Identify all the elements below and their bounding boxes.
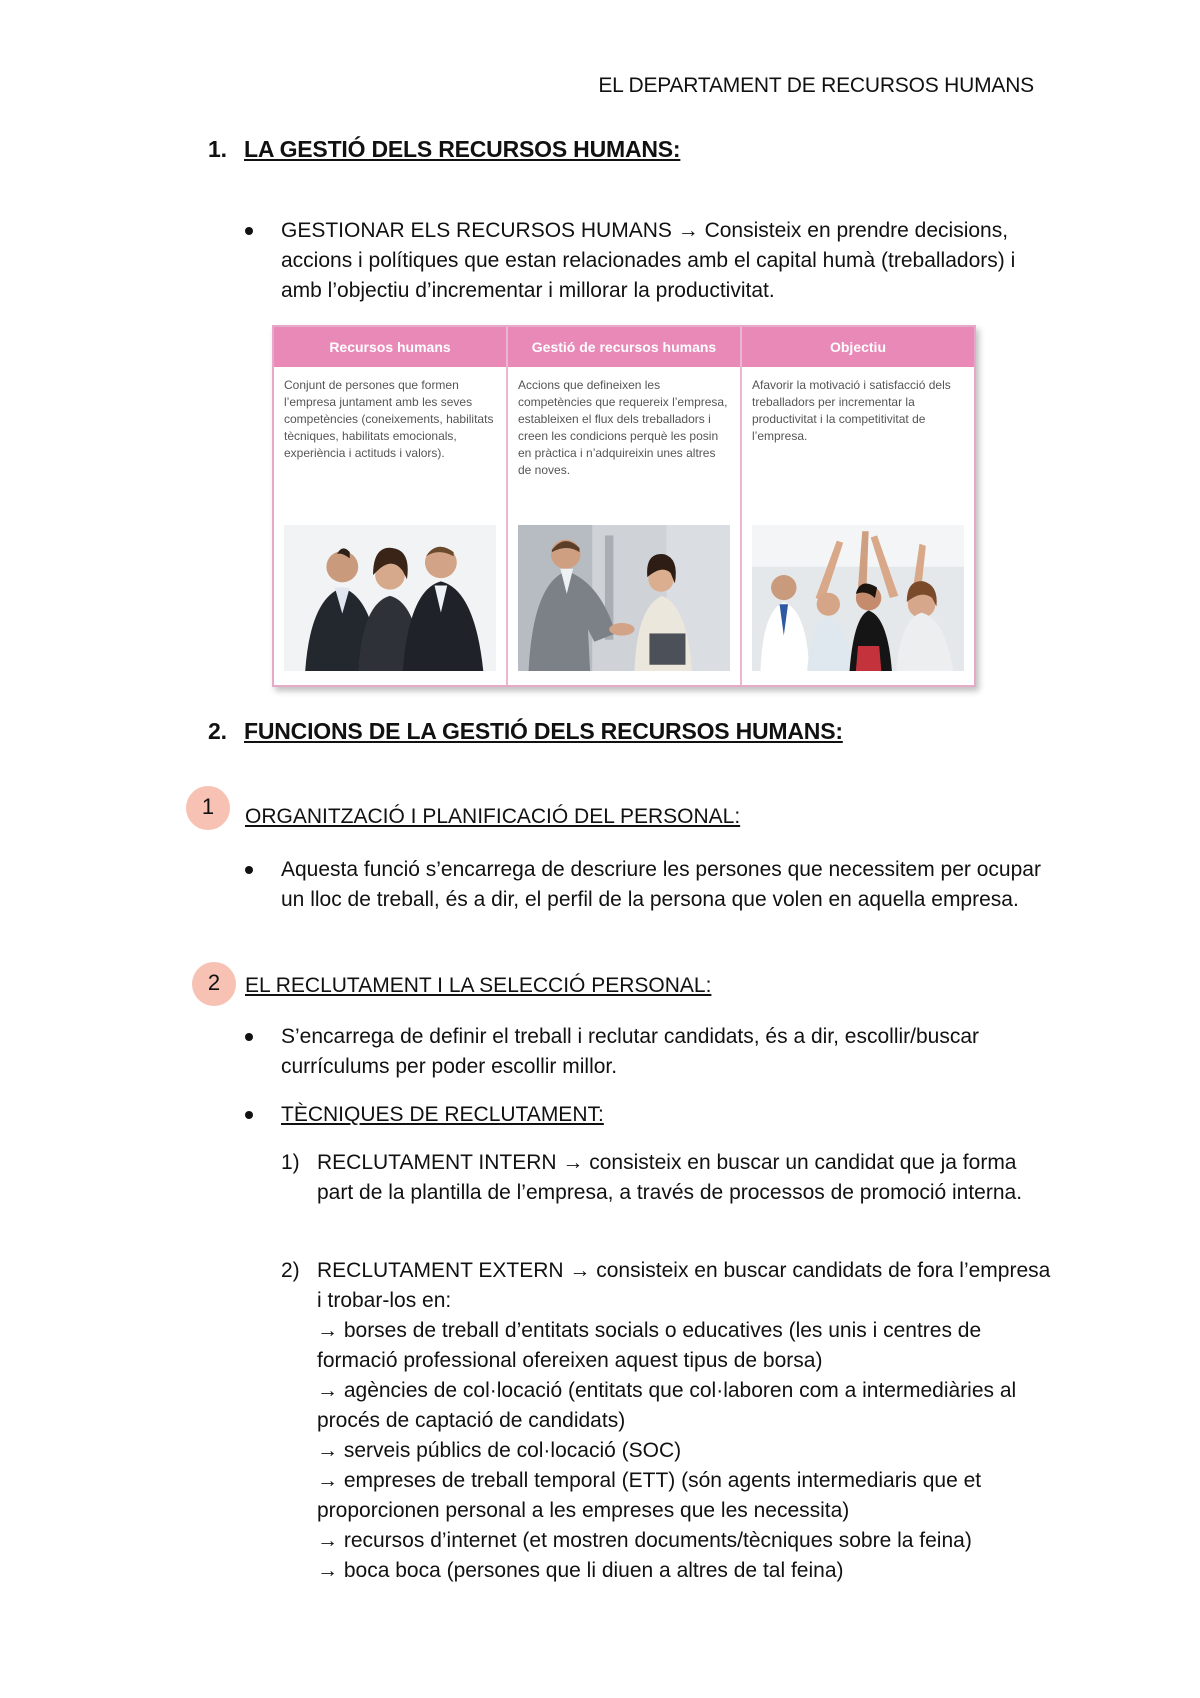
section-2-number: 2. [208, 718, 227, 744]
figure-column-hr-management [508, 327, 742, 685]
techniques-heading: TÈCNIQUES DE RECLUTAMENT: [281, 1103, 604, 1126]
function-1-bullet [245, 855, 1045, 915]
section-1-bullet-text: GESTIONAR ELS RECURSOS HUMANS → Consisteix en prendre decisions, accions i polítiques que estan relacionades amb el capital humà (treballadors) i amb l’objectiu d’incrementar i millorar la productivitat. [281, 219, 1016, 302]
section-1-bullet [245, 216, 1045, 306]
technique-item-body [317, 1256, 1051, 1586]
external-source-line: → recursos d’internet (et mostren documents/tècniques sobre la feina) [317, 1529, 972, 1552]
function-1-badge: 1 [186, 786, 230, 830]
external-source-line: → agències de col·locació (entitats que col·laboren com a intermediàries al procés de captació de candidats) [317, 1379, 1017, 1432]
external-source-line: → boca boca (persones que li diuen a altres de tal feina) [317, 1559, 844, 1582]
external-source-line: → empreses de treball temporal (ETT) (són agents intermediaris que et proporcionen personal a les empreses que les necessita) [317, 1469, 982, 1522]
handshake-photo-icon [518, 525, 730, 671]
function-1-bullet-text: Aquesta funció s’encarrega de descriure les persones que necessitem per ocupar un lloc de treball, és a dir, el perfil de la persona que volen en aquella empresa. [281, 858, 1041, 911]
function-1-heading: ORGANITZACIÓ I PLANIFICACIÓ DEL PERSONAL: [245, 805, 741, 828]
figure-column-text: Conjunt de persones que formen l’empresa juntament amb les seves competències (coneixements, habilitats tècniques, habilitats emocionals, experiència i actituds i valors). [284, 378, 494, 460]
figure-column-human-resources [274, 327, 508, 685]
figure-column-heading: Objectiu [742, 327, 974, 367]
figure-column-text: Accions que defineixen les competències que requereix l’empresa, estableixen el flux dels treballadors i creen les condicions perquè les posin en pràctica i n’adquireixin unes altres de noves. [518, 378, 728, 477]
external-source-line: → borses de treball d’entitats socials o educatives (les unis i centres de formació professional ofereixen aquest tipus de borsa) [317, 1319, 982, 1372]
hr-info-figure [272, 325, 976, 687]
function-2-heading: EL RECLUTAMENT I LA SELECCIÓ PERSONAL: [245, 974, 712, 997]
section-2-title [208, 718, 843, 745]
technique-item-number: 1) [281, 1151, 300, 1174]
technique-item-intro: RECLUTAMENT EXTERN → consisteix en buscar candidats de fora l’empresa i trobar-los en: [317, 1259, 1051, 1312]
figure-column-objective [742, 327, 974, 685]
technique-item-number: 2) [281, 1259, 300, 1282]
section-1-title [208, 136, 680, 163]
function-2-bullet [245, 1022, 1045, 1082]
external-source-line: → serveis públics de col·locació (SOC) [317, 1439, 682, 1462]
technique-item-text: RECLUTAMENT INTERN → consisteix en buscar un candidat que ja forma part de la plantilla de l’empresa, a través de processos de promoció interna. [317, 1151, 1023, 1204]
function-2-badge: 2 [192, 962, 236, 1006]
team-celebration-photo-icon [752, 525, 964, 671]
section-1-heading: LA GESTIÓ DELS RECURSOS HUMANS: [244, 136, 681, 162]
business-team-photo-icon [284, 525, 496, 671]
figure-column-heading: Gestió de recursos humans [508, 327, 740, 367]
figure-column-heading: Recursos humans [274, 327, 506, 367]
technique-item-internal [281, 1148, 1051, 1208]
techniques-bullet [245, 1100, 1045, 1130]
technique-item-external [281, 1256, 1051, 1586]
figure-column-text: Afavorir la motivació i satisfacció dels treballadors per incrementar la productivitat i la competitivitat de l’empresa. [752, 378, 951, 443]
page-header: EL DEPARTAMENT DE RECURSOS HUMANS [598, 74, 1034, 97]
section-2-heading: FUNCIONS DE LA GESTIÓ DELS RECURSOS HUMANS: [244, 718, 843, 744]
section-1-number: 1. [208, 136, 227, 162]
function-2-bullet-text: S’encarrega de definir el treball i reclutar candidats, és a dir, escollir/buscar currículums per poder escollir millor. [281, 1025, 980, 1078]
